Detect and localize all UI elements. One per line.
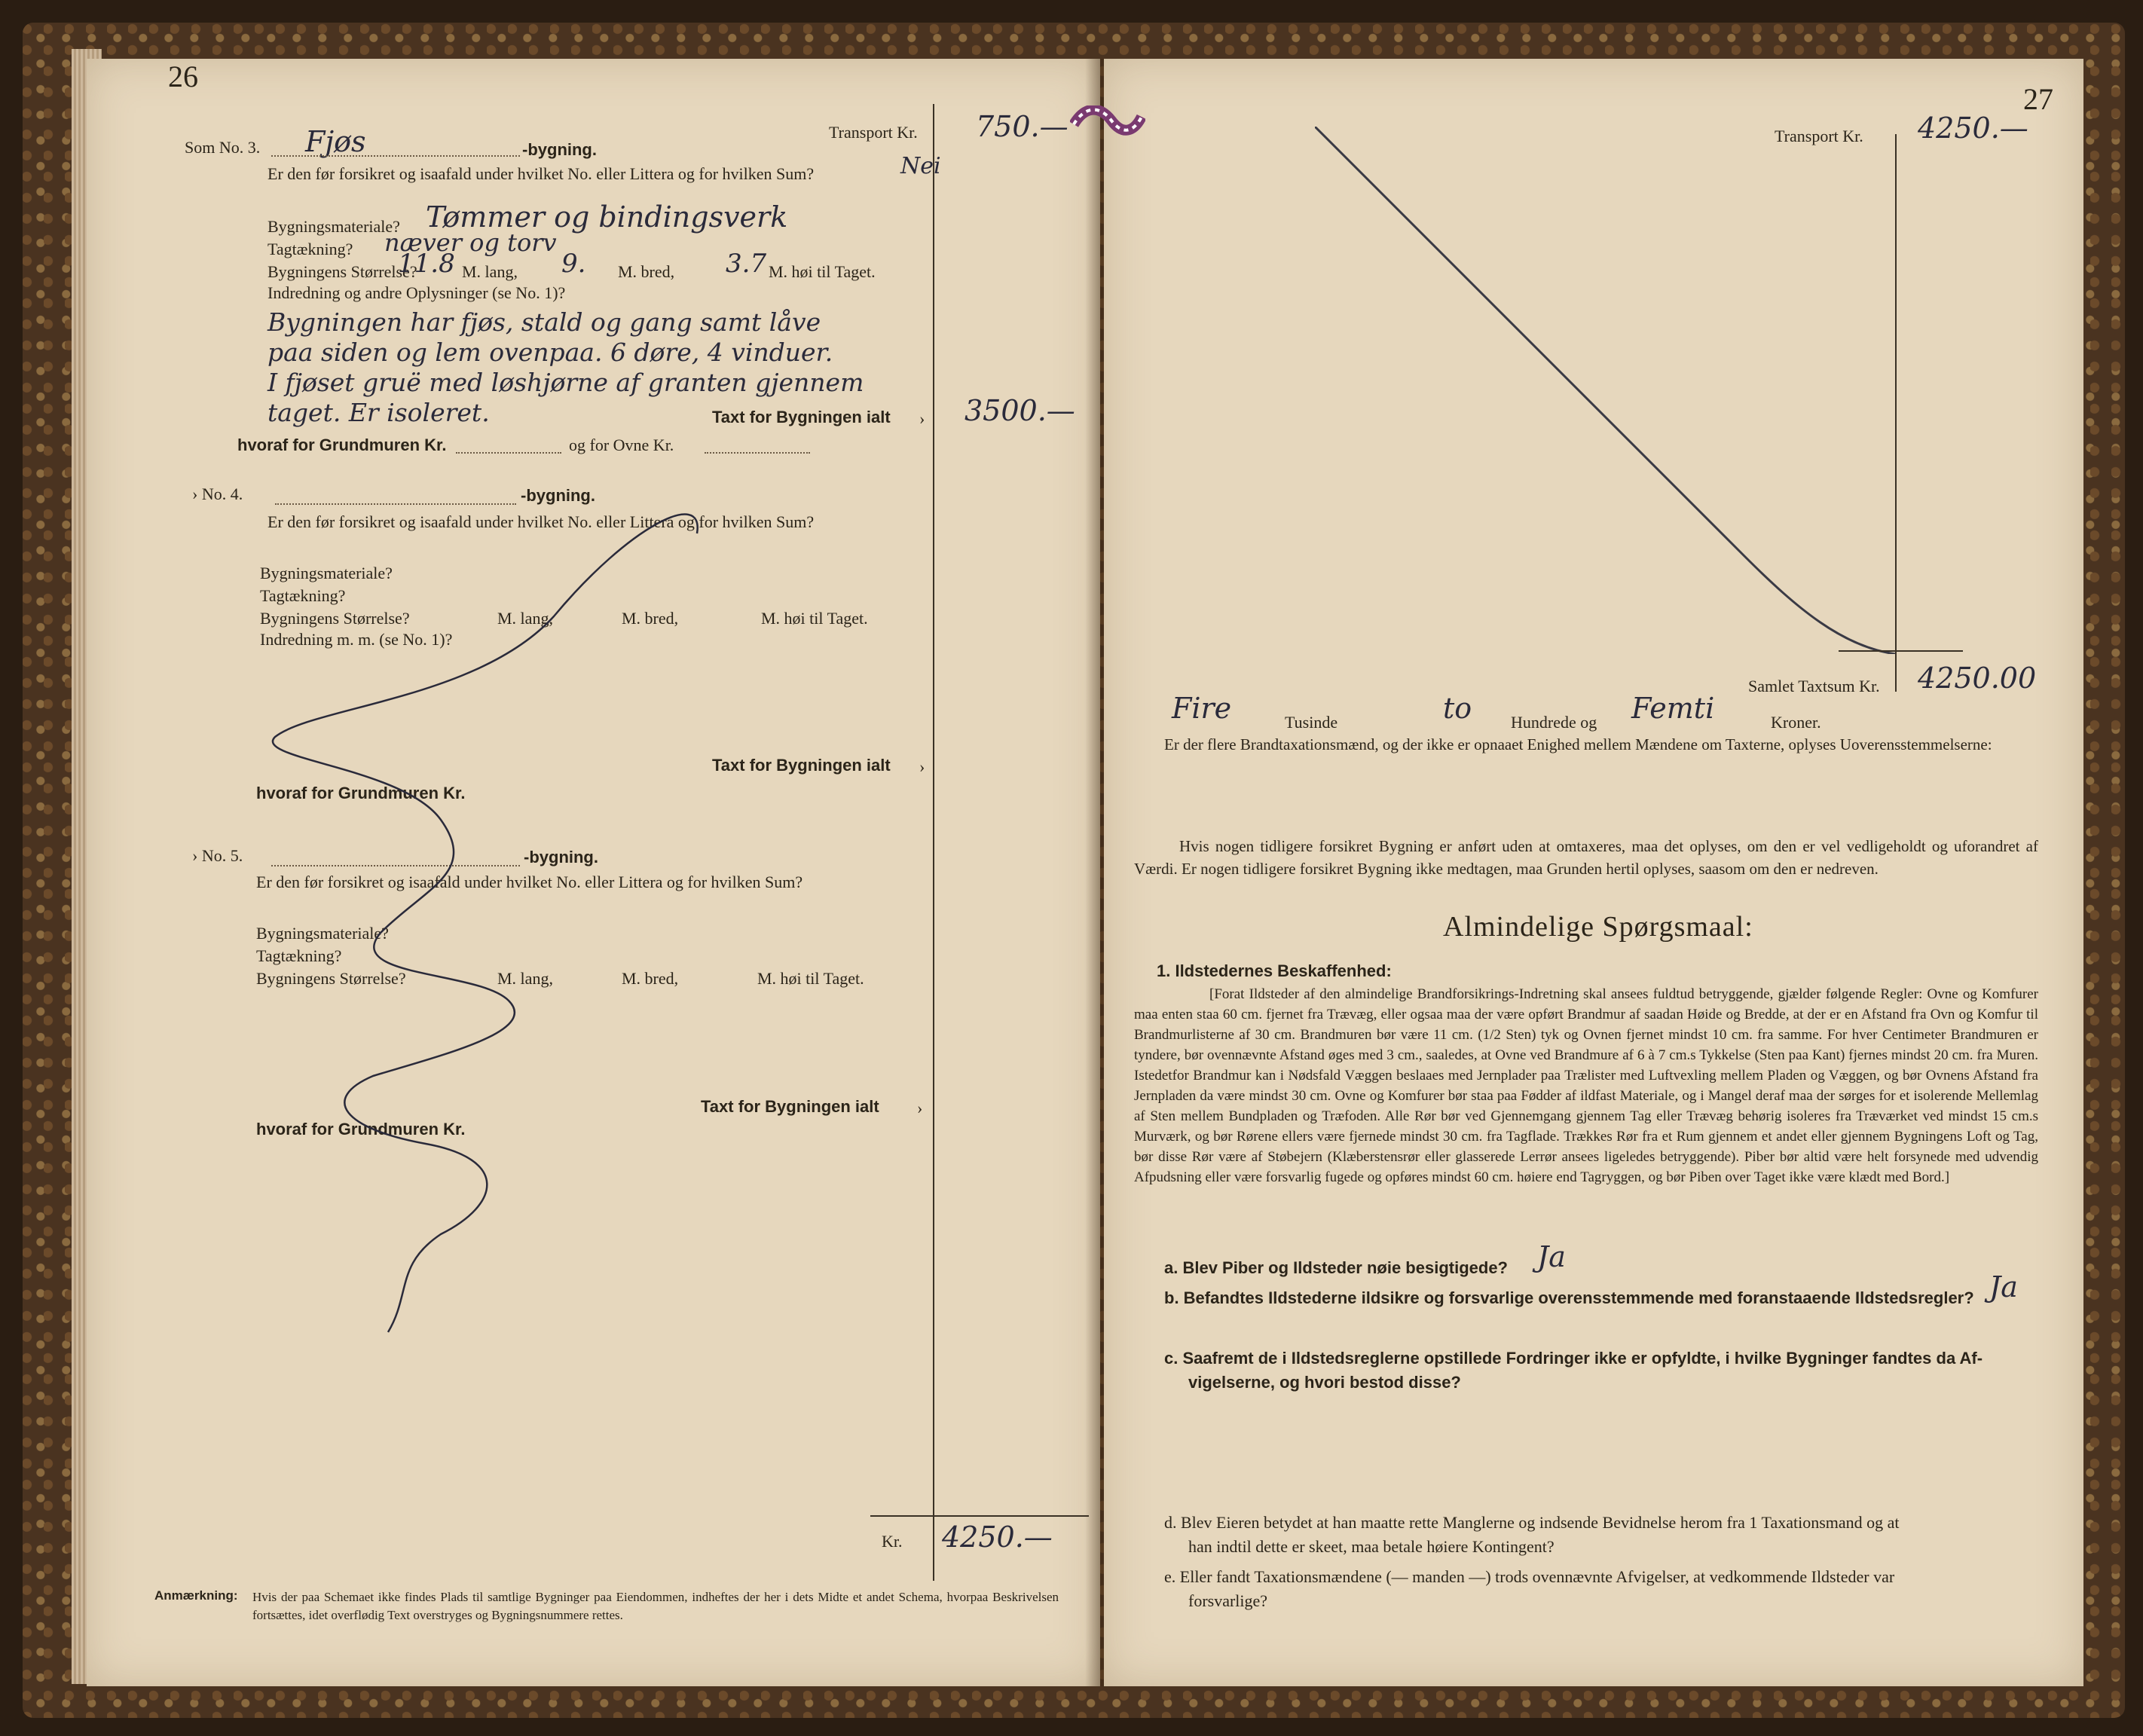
page-number-right: 27 bbox=[2023, 82, 2053, 116]
b4-of-which: hvoraf for Grundmuren Kr. bbox=[256, 784, 466, 802]
b3-roof: næver og torv bbox=[384, 228, 557, 257]
transport-value-left: 750.— bbox=[976, 110, 1068, 143]
b5-q-insured: Er den før forsikret og isaafald under hvilket No. eller Littera og for hvilken Sum? bbox=[256, 873, 803, 891]
b3-text-value: 3500.— bbox=[965, 394, 1075, 427]
b3-height: 3.7 bbox=[726, 249, 767, 279]
b3-arrow: › bbox=[919, 409, 925, 428]
b3-hoi: M. høi til Taget. bbox=[769, 262, 876, 281]
b3-insured: Nei bbox=[900, 153, 941, 179]
ribbon-bookmark bbox=[1070, 105, 1145, 143]
b5-size-label: Bygningens Størrelse? bbox=[256, 969, 406, 988]
b5-prefix: › No. 5. bbox=[192, 846, 243, 865]
b3-text-label: Taxt for Bygningen ialt bbox=[712, 408, 891, 426]
prior-insured-text: Hvis nogen tidligere forsikret Bygning er anført uden at omtaxeres, maa det oplyses, om den er vel vedligeholdt og uforandret af Værdi. Er nogen tidligere forsikret Bygning ikke medtagen, maa Grunden hertil oplyses, saasom om den er nedreven. bbox=[1134, 837, 2038, 878]
b3-name: Fjøs bbox=[305, 125, 366, 158]
amount-hundreds: to bbox=[1443, 692, 1472, 725]
cancel-squiggle bbox=[252, 481, 735, 1377]
transport-label-left: Transport Kr. bbox=[829, 123, 918, 142]
total-value: 4250.— bbox=[942, 1521, 1053, 1554]
b4-text-label: Taxt for Bygningen ialt bbox=[712, 756, 891, 775]
samlet-label: Samlet Taxtsum Kr. bbox=[1748, 677, 1880, 695]
b3-material-label: Bygningsmateriale? bbox=[267, 217, 400, 236]
qa-answer: Ja bbox=[1537, 1240, 1566, 1273]
note-label: Anmærkning: bbox=[154, 1588, 238, 1603]
right-page bbox=[1104, 59, 2083, 1686]
samlet-rule bbox=[1839, 650, 1963, 652]
qe-line1: e. Eller fandt Taxationsmændene (— manden —) trods ovennævnte Afvigelser, at vedkommende Ildsteder var bbox=[1164, 1567, 1895, 1586]
b5-material-label: Bygningsmateriale? bbox=[256, 924, 389, 943]
b5-lang: M. lang, bbox=[497, 969, 553, 988]
b4-q-insured: Er den før forsikret og isaafald under hvilket No. eller Littera og for hvilken Sum? bbox=[267, 512, 815, 531]
b3-interior-label: Indredning og andre Oplysninger (se No. 1)? bbox=[267, 283, 566, 302]
q1-title: 1. Ildstedernes Beskaffenhed: bbox=[1157, 961, 1392, 980]
qb-text: b. Befandtes Ildstederne ildsikre og forsvarlige overensstemmende med foranstaaende Ildstedsregler? bbox=[1164, 1288, 1974, 1307]
qd-line1: d. Blev Eieren betydet at han maatte rette Manglerne og indsende Bevidnelse herom fra 1 Taxationsmand og at bbox=[1164, 1513, 1900, 1532]
b5-bred: M. bred, bbox=[622, 969, 679, 988]
b3-og-ovne: og for Ovne Kr. bbox=[569, 436, 674, 454]
b3-roof-label: Tagtækning? bbox=[267, 240, 353, 258]
qc-line1: c. Saafremt de i Ildstedsreglerne opstillede Fordringer ikke er opfyldte, i hvilke Bygninger fandtes da Af- bbox=[1164, 1349, 1983, 1368]
b3-grundmur-line bbox=[456, 452, 561, 454]
b4-interior-label: Indredning m. m. (se No. 1)? bbox=[260, 630, 453, 649]
b3-note-3: I fjøset gruë med løshjørne af granten gjennem bbox=[267, 368, 864, 397]
qc-line2: vigelserne, og hvori bestod disse? bbox=[1188, 1373, 1461, 1392]
section-heading: Almindelige Spørgsmaal: bbox=[1443, 911, 1753, 943]
total-rule bbox=[870, 1515, 1089, 1517]
b5-roof-label: Tagtækning? bbox=[256, 946, 342, 965]
amount-column-rule bbox=[933, 104, 934, 1581]
b5-text-label: Taxt for Bygningen ialt bbox=[701, 1097, 879, 1116]
b3-size-label: Bygningens Størrelse? bbox=[267, 262, 417, 281]
b3-name-line bbox=[271, 155, 520, 157]
b3-bred: M. bred, bbox=[618, 262, 675, 281]
b4-hoi: M. høi til Taget. bbox=[761, 609, 868, 628]
page-number-left: 26 bbox=[168, 60, 198, 93]
b3-width: 9. bbox=[561, 249, 586, 279]
b3-suffix: -bygning. bbox=[522, 140, 597, 159]
transport-value-right: 4250.— bbox=[1918, 112, 2028, 145]
b3-q-insured: Er den før forsikret og isaafald under hvilket No. eller Littera og for hvilken Sum? bbox=[267, 164, 815, 183]
tusinde-label: Tusinde bbox=[1285, 713, 1338, 732]
b3-lang: M. lang, bbox=[462, 262, 518, 281]
b3-note-1: Bygningen har fjøs, stald og gang samt låve bbox=[267, 307, 821, 337]
amount-tens: Femti bbox=[1631, 692, 1715, 725]
b3-note-2: paa siden og lem ovenpaa. 6 døre, 4 vinduer. bbox=[267, 338, 833, 367]
kroner-label: Kroner. bbox=[1771, 713, 1821, 732]
left-page bbox=[87, 59, 1100, 1686]
b3-ovne-line bbox=[705, 452, 810, 454]
total-label: Kr. bbox=[882, 1532, 903, 1551]
qa-text: a. Blev Piber og Ildsteder nøie besigtigede? bbox=[1164, 1258, 1508, 1277]
b5-of-which: hvoraf for Grundmuren Kr. bbox=[256, 1120, 466, 1138]
b4-arrow: › bbox=[919, 757, 925, 776]
samlet-value: 4250.00 bbox=[1918, 662, 2037, 695]
amount-thousands: Fire bbox=[1172, 692, 1232, 725]
b3-note-4: taget. Er isoleret. bbox=[267, 398, 490, 427]
b4-size-label: Bygningens Størrelse? bbox=[260, 609, 410, 628]
b3-of-which: hvoraf for Grundmuren Kr. bbox=[237, 436, 447, 454]
b4-material-label: Bygningsmateriale? bbox=[260, 564, 393, 582]
disagreement-text: Er der flere Brandtaxationsmænd, og der ikke er opnaaet Enighed mellem Mændene om Taxterne, oplyses Uoverensstemmelserne: bbox=[1164, 735, 1992, 753]
cancel-diagonal bbox=[1315, 127, 1903, 654]
hundrede-label: Hundrede og bbox=[1511, 713, 1597, 732]
b4-prefix: › No. 4. bbox=[192, 484, 243, 503]
b5-suffix: -bygning. bbox=[524, 848, 598, 866]
qb-answer: Ja bbox=[1989, 1270, 2018, 1304]
b3-length: 11.8 bbox=[398, 249, 455, 279]
b3-material: Tømmer og bindingsverk bbox=[426, 200, 788, 234]
ildsted-rules: [Forat Ildsteder af den almindelige Brandforsikrings-Indretning skal ansees fuldtud betryggende, gjælder følgende Regler: Ovne og Komfurer maa enten staa 60 cm. fjernet fra Trævæg, eller ogsaa maa der være opført Brandmur af saadan Høide og Bredde, at der er en Afstand fra Ovn og Komfur til Brandmurlisterne af 30 cm. Brandmuren bør være 11 cm. (1/2 Sten) tyk og Ovnen fjernet mindst 10 cm. fra samme. For hver Centimeter Brandmuren er tyndere, bør ovennævnte Afstand øges med 3 cm., saaledes, at Ovne ved Brandmure af 6 à 7 cm.s Tykkelse (Sten paa Kant) fjernes mindst 20 cm. fra Muren. Istedetfor Brandmur kan i Nødsfald Væggen beslaaes med Jernplader paa Trælister med Luftvexling mellem Pladen og Væggen, og bør Ovnens Afstand fra Jernpladen da være mindst 30 cm. Ovne og Komfurer bør staa paa Fødder af ildfast Materiale, og i Mangel deraf maa der sørges for et isolerende Mellemlag af Sten mellem Bundpladen og Træfoden. Alle Rør bør ved Gjennemgang gjennem Tag eller Trævæg behørig isoleres fra Træværket ved mindst 15 cm.s Murværk, og bør Rørene ellers være fjernede mindst 30 cm. fra Tagflade. Trækkes Rør fra et Rum gjennem et andet eller gjennem Bygningens Loft og Tag, bør disse Rør være af Støbejern (Klæberstensrør eller glasserede Lerrør ansees ligeledes betryggende). Piber bør altid være helt forsynede med udvendig Afpudsning eller være forsvarlig fugede og opføres mindst 60 cm. høiere end Tagryggen, og bør Piben over Taget ikke være klædt med Bord.] bbox=[1134, 986, 2038, 1185]
b4-suffix: -bygning. bbox=[521, 486, 595, 505]
b5-hoi: M. høi til Taget. bbox=[757, 969, 864, 988]
b4-roof-label: Tagtækning? bbox=[260, 586, 346, 605]
note-text: Hvis der paa Schemaet ikke findes Plads til samtlige Bygninger paa Eiendommen, indheftes der her i dets Midte et andet Schema, hvorpaa Beskrivelsen fortsættes, idet overflødig Text overstryges og Bygningsnummere rettes. bbox=[252, 1590, 1059, 1622]
transport-label-right: Transport Kr. bbox=[1775, 127, 1863, 145]
b4-lang: M. lang, bbox=[497, 609, 553, 628]
b5-arrow: › bbox=[917, 1099, 923, 1117]
b4-bred: M. bred, bbox=[622, 609, 679, 628]
qd-line2: han indtil dette er skeet, maa betale høiere Kontingent? bbox=[1188, 1537, 1555, 1556]
b3-prefix: Som No. 3. bbox=[185, 138, 261, 157]
qe-line2: forsvarlige? bbox=[1188, 1591, 1268, 1610]
